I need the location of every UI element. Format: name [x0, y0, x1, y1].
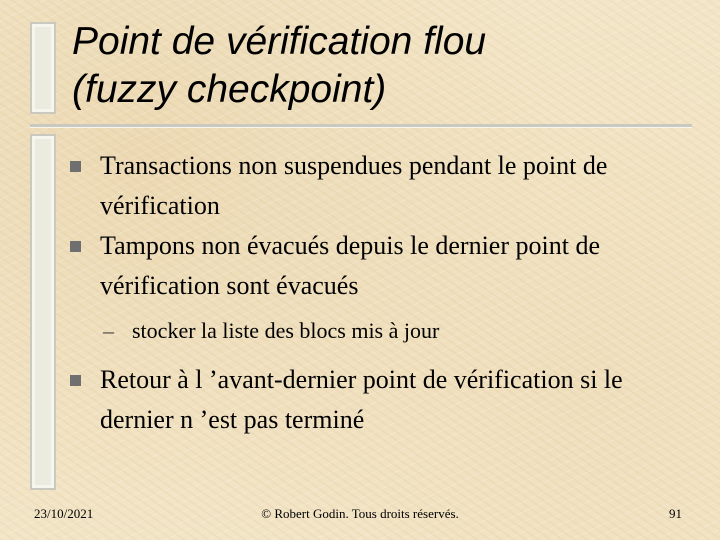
square-bullet-icon — [70, 161, 81, 172]
title-divider — [30, 124, 692, 128]
bullet-item — [70, 226, 700, 306]
sub-bullet-item — [70, 316, 700, 346]
footer-date: 23/10/2021 — [34, 506, 94, 521]
bullet-item — [70, 146, 700, 226]
page-number: 91 — [669, 506, 682, 521]
dash-bullet-icon: – — [103, 318, 114, 343]
square-bullet-icon — [70, 375, 81, 386]
square-bullet-icon — [70, 241, 81, 252]
bullet-item — [70, 360, 700, 440]
title-decoration-bar — [30, 22, 56, 114]
body-decoration-bar — [30, 134, 56, 490]
title-line-2: (fuzzy checkpoint) — [72, 68, 387, 111]
bullet-text: Retour à l ’avant-dernier point de vérification si le dernier n ’est pas terminé — [100, 365, 623, 434]
footer-copyright: © Robert Godin. Tous droits réservés. — [261, 506, 459, 521]
sub-bullet-text: stocker la liste des blocs mis à jour — [132, 318, 440, 343]
title-line-1: Point de vérification flou — [72, 20, 487, 63]
bullet-text: Transactions non suspendues pendant le point de vérification — [100, 151, 608, 220]
bullet-text: Tampons non évacués depuis le dernier point de vérification sont évacués — [100, 231, 600, 300]
slide-body — [70, 146, 700, 440]
slide-title — [72, 18, 712, 114]
